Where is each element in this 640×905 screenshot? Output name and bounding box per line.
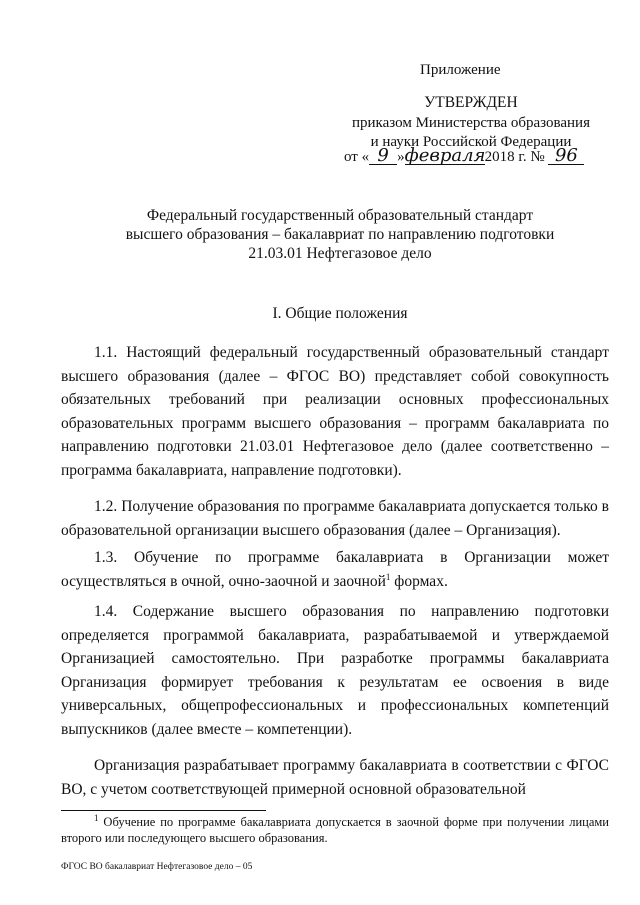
order-line-1: приказом Министерства образования [352, 115, 590, 131]
footnote [61, 814, 609, 846]
paragraph-1-1: 1.1. Настоящий федеральный государственный образовательный стандарт высшего образования (далее – ФГОС ВО) представляет собой совокупность обязательных требований при реализации основных профессиональных образовательных программ высшего образования – программ бакалавриата по направлению подготовки 21.03.01 Нефтегазовое дело (далее соответственно – программа бакалавриата, направление подготовки). [61, 344, 609, 479]
document-title [60, 206, 620, 263]
paragraph-1-2: 1.2. Получение образования по программе бакалавриата допускается только в образовательной организации высшего образования (далее – Организация). [61, 498, 609, 539]
date-year: 2018 г. № [484, 149, 545, 165]
footnote-mark: 1 [94, 812, 99, 823]
date-day-handwritten: 9 [369, 148, 397, 165]
paragraph-1-3 [61, 546, 609, 593]
approved-label: УТВЕРЖДЕН [424, 94, 518, 111]
title-line-1: Федеральный государственный образовательный стандарт [146, 207, 534, 224]
footnote-text: Обучение по программе бакалавриата допускается в заочной форме при получении лицами второго или последующего высшего образования. [61, 815, 609, 845]
paragraph-1-3-text: 1.3. Обучение по программе бакалавриата в Организации может осуществляться в очной, очно-заочной и заочной [61, 549, 609, 590]
date-month-handwritten: февраля [404, 145, 486, 166]
date-prefix: от « [344, 149, 370, 165]
page-footer: ФГОС ВО бакалавриат Нефтегазовое дело – 05 [61, 862, 253, 872]
order-number-handwritten: 96 [548, 148, 584, 165]
date-mid: » [397, 149, 405, 165]
title-line-2: высшего образования – бакалавриат по направлению подготовки [125, 226, 555, 243]
footnote-ref: 1 [385, 571, 391, 582]
paragraph-organization: Организация разрабатывает программу бакалавриата в соответствии с ФГОС ВО, с учетом соответствующей примерной основной образовательной [61, 757, 609, 798]
footnote-separator [61, 810, 266, 811]
title-line-3: 21.03.01 Нефтегазовое дело [248, 245, 432, 262]
appendix-label: Приложение [420, 62, 501, 78]
paragraph-1-3-tail: формах. [390, 572, 448, 590]
paragraph-1-4: 1.4. Содержание высшего образования по направлению подготовки определяется программой бакалавриата, разрабатываемой и утверждаемой Организацией самостоятельно. При разработке программы бакалавриата Организация формирует требования к результатам ее освоения в виде универсальных, общепрофессиональных и профессиональных компетенций выпускников (далее вместе – компетенции). [61, 603, 609, 738]
order-date-line [344, 145, 584, 166]
order-line-2: и науки Российской Федерации [370, 134, 572, 150]
section-heading: I. Общие положения [272, 305, 408, 322]
